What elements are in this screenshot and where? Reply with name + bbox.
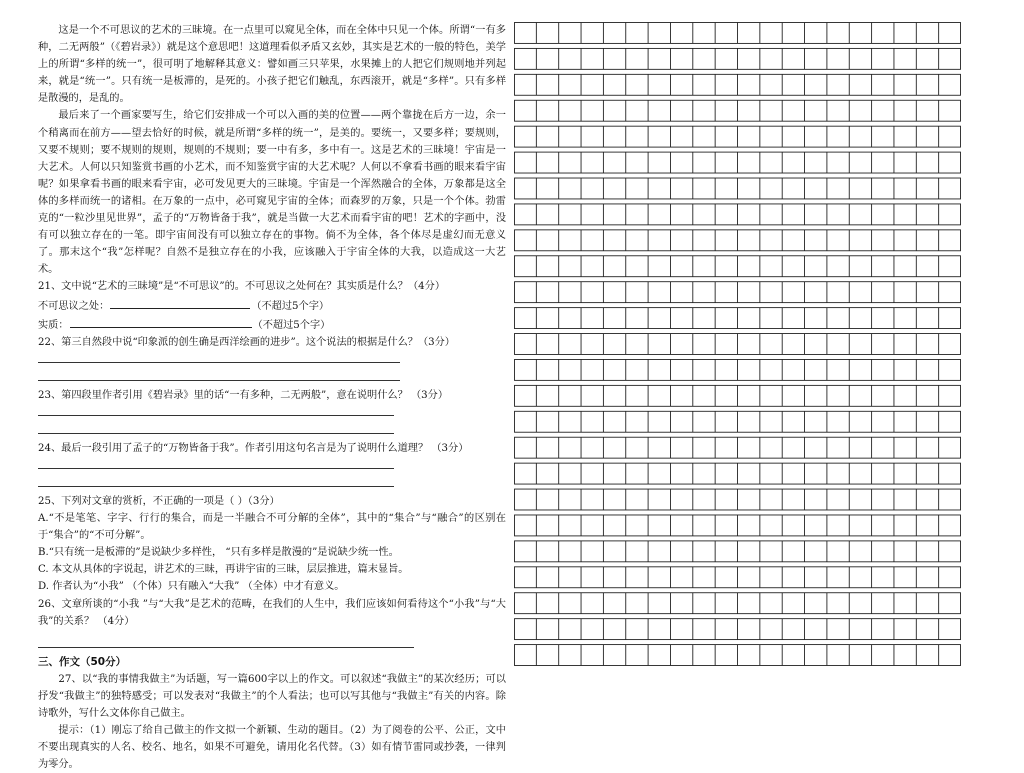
left-column: [38, 22, 506, 773]
composition-tips: 提示：（1）刚忘了给自己做主的作文拟一个新颖、生动的题目。（2）为了阅卷的公平、公正，文中不要出现真实的人名、校名、地名，如果不可避免，请用化名代替。（3）如有情节雷同或抄袭，一律判为零分。: [38, 725, 506, 771]
q24-answer-line-2[interactable]: [38, 475, 394, 487]
question-24: 24、最后一段引用了孟子的“万物皆备于我”。作者引用这句名言是为了说明什么道理？ （3分）: [38, 442, 469, 454]
q25-option-c: C. 本文从具体的字说起，讲艺术的三昧，再讲宇宙的三昧，层层推进，篇末显旨。: [38, 564, 409, 576]
q25-option-b: B.“只有统一是板滞的”是说缺少多样性， “只有多样是散漫的”是说缺少统一性。: [38, 547, 399, 559]
composition-heading: 三、作文（50分）: [38, 655, 127, 668]
question-26: 26、文章所谈的“小我 ”与“大我”是艺术的范畴，在我们的人生中，我们应该如何看待这个“小我”与“大我”的关系？ （4分）: [38, 598, 506, 627]
q21a-note: （不超过5个字）: [251, 300, 330, 312]
question-27: 27、以“我的事情我做主”为话题，写一篇600字以上的作文。可以叙述“我做主”的某次经历；可以抒发“我做主”的独特感受；可以发表对“我做主”的个人看法；也可以写其他与“我做主”有关的内容。除诗歌外，写什么文体你自己做主。: [38, 673, 506, 719]
q22-answer-line-1[interactable]: [38, 351, 400, 363]
q23-answer-line-1[interactable]: [38, 404, 394, 416]
q24-answer-line-1[interactable]: [38, 457, 394, 469]
question-22: 22、第三自然段中说“印象派的创生确是西洋绘画的进步”。这个说法的根据是什么？（3分）: [38, 336, 455, 348]
composition-grid[interactable]: [514, 22, 961, 670]
question-23: 23、第四段里作者引用《碧岩录》里的话“一有多种，二无两般”，意在说明什么？ （3分）: [38, 389, 449, 401]
q22-answer-line-2[interactable]: [38, 369, 400, 381]
q21a-answer-blank[interactable]: [110, 296, 250, 309]
passage-paragraph-1: 这是一个不可思议的艺术的三昧境。在一点里可以窥见全体，而在全体中只见一个体。所谓“一有多种，二无两般”（《碧岩录》）就是这个意思吧！这道理看似矛盾又玄妙，其实是艺术的一般的特色，美学上的所谓“多样的统一”，很可明了地解释其意义：譬如画三只苹果，水果摊上的人把它们规则地并列起来，就是“统一”。只有统一是板滞的，是死的。小孩子把它们触乱，东西滚开，就是“多样”。只有多样是散漫的，是乱的。: [38, 25, 506, 105]
q21b-label: 实质：: [38, 319, 69, 331]
passage-paragraph-2: 最后来了一个画家要写生，给它们安排成一个可以入画的美的位置——两个靠拢在后方一边，余一个稍离而在前方——望去恰好的时候，就是所谓“多样的统一”，是美的。要统一，又要多样；要规则，又要不规则；要不规则的规则，规则的不规则；要一中有多，多中有一。这是艺术的三昧境！宇宙是一大艺术。人何以只知鉴赏书画的小艺术，而不知鉴赏宇宙的大艺术呢？人何以不拿看书画的眼来看宇宙呢？如果拿看书画的眼来看宇宙，必可发见更大的三昧境。宇宙是一个浑然融合的全体，万象都是这全体的多样而统一的诸相。在万象的一点中，必可窥见宇宙的全体；而森罗的万象，只是一个个体。勃雷克的“一粒沙里见世界”，孟子的“万物皆备于我”，就是当做一大艺术而看宇宙的吧！艺术的字画中，没有可以独立存在的一笔。即宇宙间没有可以独立存在的事物。倘不为全体，各个体尽是虚幻而无意义了。那末这个“我”怎样呢？自然不是独立存在的小我，应该融入于宇宙全体的大我，以造成这一大艺术。: [38, 110, 506, 276]
question-21-part-a: [38, 296, 506, 315]
q25-option-d: D. 作者认为“小我” （个体）只有融入“大我” （全体）中才有意义。: [38, 581, 345, 593]
q25-option-a: A.“不是笔笔、字字、行行的集合，而是一半融合不可分解的全体”，其中的“集合”与“融合”的区别在于“集合”的“不可分解”。: [38, 513, 506, 542]
q21a-label: 不可思议之处：: [38, 300, 110, 312]
q26-answer-line-1[interactable]: [38, 636, 414, 648]
q21b-note: （不超过5个字）: [252, 319, 331, 331]
question-21: 21、文中说“艺术的三昧境”是“不可思议”的。不可思议之处何在？其实质是什么？（4分）: [38, 281, 446, 293]
question-25: 25、下列对文章的赏析，不正确的一项是（ ）（3分）: [38, 495, 280, 507]
question-21-part-b: [38, 315, 506, 334]
q21b-answer-blank[interactable]: [70, 315, 252, 328]
q23-answer-line-2[interactable]: [38, 422, 394, 434]
